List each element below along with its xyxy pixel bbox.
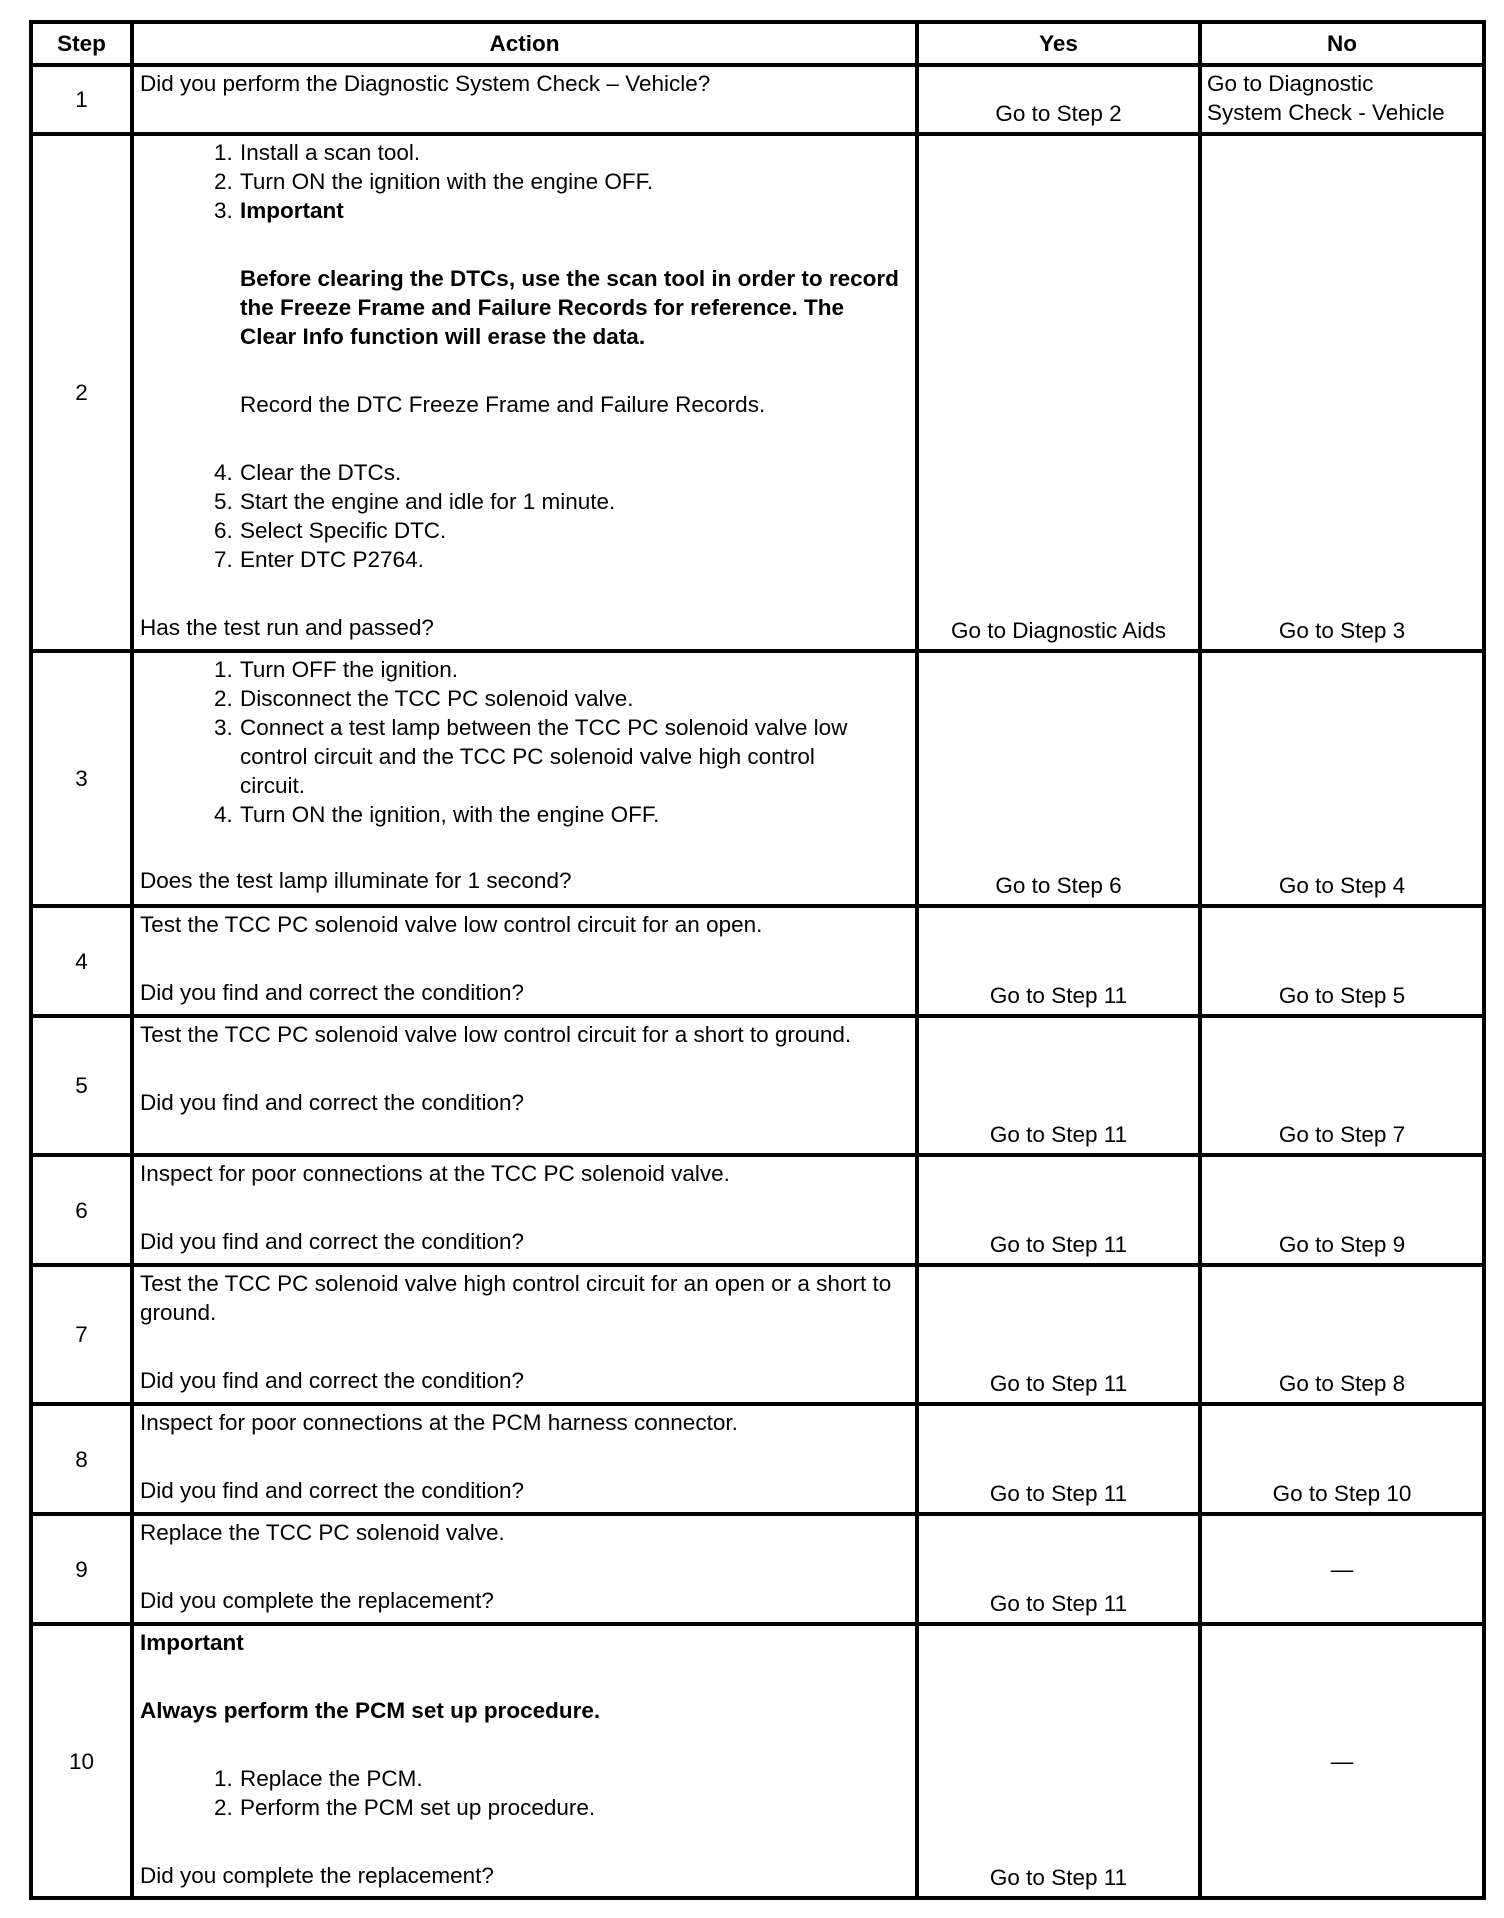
action-question: Did you perform the Diagnostic System Check – Vehicle? (140, 71, 711, 96)
action-cell (132, 65, 917, 134)
yes-cell: Go to Step 11 (917, 1404, 1200, 1514)
action-question: Did you find and correct the condition? (140, 980, 524, 1005)
action-text: Inspect for poor connections at the PCM harness connector. (140, 1410, 738, 1435)
step-number: 4 (31, 906, 132, 1016)
action-list (140, 458, 909, 574)
list-item: 4. Clear the DTCs. (214, 460, 402, 485)
table-row (31, 1514, 1484, 1624)
list-item: 3. Connect a test lamp between the TCC PC solenoid valve low control circuit and the TCC PC solenoid valve high control circuit. (214, 715, 848, 798)
action-question: Did you find and correct the condition? (140, 1229, 524, 1254)
no-cell: Go to Step 8 (1200, 1265, 1484, 1404)
step-number: 2 (31, 134, 132, 651)
table-row (31, 1624, 1484, 1898)
record-instruction: Record the DTC Freeze Frame and Failure Records. (240, 392, 766, 417)
action-cell (132, 134, 917, 651)
list-item: 3. Important (214, 198, 344, 223)
action-cell (132, 1624, 917, 1898)
no-cell: Go to Step 4 (1200, 651, 1484, 906)
action-text: Test the TCC PC solenoid valve high control circuit for an open or a short to ground. (140, 1271, 892, 1325)
table-row (31, 651, 1484, 906)
no-cell: Go to Step 3 (1200, 134, 1484, 651)
action-question: Did you find and correct the condition? (140, 1478, 524, 1503)
important-note: Always perform the PCM set up procedure. (140, 1698, 601, 1723)
list-item: 1. Install a scan tool. (214, 140, 421, 165)
important-label: Important (140, 1630, 244, 1655)
step-number: 1 (31, 65, 132, 134)
list-item: 7. Enter DTC P2764. (214, 547, 424, 572)
no-cell: Go to Step 9 (1200, 1155, 1484, 1265)
no-cell (1200, 65, 1484, 134)
table-row (31, 1404, 1484, 1514)
action-list (140, 138, 909, 225)
no-cell: — (1200, 1514, 1484, 1624)
yes-cell: Go to Step 2 (917, 65, 1200, 134)
action-text: Test the TCC PC solenoid valve low control circuit for a short to ground. (140, 1022, 852, 1047)
diagnostic-table (29, 20, 1486, 1900)
header-no: No (1200, 22, 1484, 65)
yes-cell: Go to Diagnostic Aids (917, 134, 1200, 651)
step-number: 6 (31, 1155, 132, 1265)
list-item: 2. Perform the PCM set up procedure. (214, 1795, 596, 1820)
yes-cell: Go to Step 11 (917, 906, 1200, 1016)
action-cell (132, 1404, 917, 1514)
table-row (31, 65, 1484, 134)
step-number: 10 (31, 1624, 132, 1898)
table-row (31, 134, 1484, 651)
action-list (140, 1764, 909, 1822)
action-question: Has the test run and passed? (140, 615, 434, 640)
no-cell: Go to Step 5 (1200, 906, 1484, 1016)
step-number: 5 (31, 1016, 132, 1155)
no-cell: Go to Step 7 (1200, 1016, 1484, 1155)
table-row (31, 1265, 1484, 1404)
header-row (31, 22, 1484, 65)
list-item: 4. Turn ON the ignition, with the engine OFF. (214, 802, 660, 827)
list-item: 6. Select Specific DTC. (214, 518, 447, 543)
yes-cell: Go to Step 11 (917, 1155, 1200, 1265)
list-item: 1. Turn OFF the ignition. (214, 657, 459, 682)
no-cell: Go to Step 10 (1200, 1404, 1484, 1514)
action-question: Did you find and correct the condition? (140, 1090, 524, 1115)
action-question: Did you complete the replacement? (140, 1588, 494, 1613)
diagnostic-table-sheet (29, 20, 1482, 1900)
header-step: Step (31, 22, 132, 65)
list-item: 2. Disconnect the TCC PC solenoid valve. (214, 686, 634, 711)
action-question: Did you complete the replacement? (140, 1863, 494, 1888)
step-number: 7 (31, 1265, 132, 1404)
step-number: 9 (31, 1514, 132, 1624)
table-row (31, 1016, 1484, 1155)
header-yes: Yes (917, 22, 1200, 65)
action-question: Did you find and correct the condition? (140, 1368, 524, 1393)
action-list (140, 655, 909, 829)
yes-cell: Go to Step 11 (917, 1016, 1200, 1155)
no-cell: — (1200, 1624, 1484, 1898)
step-number: 8 (31, 1404, 132, 1514)
action-cell (132, 1265, 917, 1404)
action-question: Does the test lamp illuminate for 1 second? (140, 868, 572, 893)
yes-cell: Go to Step 6 (917, 651, 1200, 906)
yes-cell: Go to Step 11 (917, 1265, 1200, 1404)
action-cell (132, 651, 917, 906)
table-row (31, 1155, 1484, 1265)
action-cell (132, 1016, 917, 1155)
action-cell (132, 906, 917, 1016)
yes-cell: Go to Step 11 (917, 1624, 1200, 1898)
action-text: Replace the TCC PC solenoid valve. (140, 1520, 505, 1545)
important-note: Before clearing the DTCs, use the scan tool in order to record the Freeze Frame and Failure Records for reference. The Clear Info function will erase the data. (240, 266, 899, 349)
step-number: 3 (31, 651, 132, 906)
list-item: 1. Replace the PCM. (214, 1766, 423, 1791)
yes-cell: Go to Step 11 (917, 1514, 1200, 1624)
header-action: Action (132, 22, 917, 65)
no-line: Go to Diagnostic (1207, 71, 1374, 96)
table-row (31, 906, 1484, 1016)
list-item: 2. Turn ON the ignition with the engine OFF. (214, 169, 654, 194)
action-cell (132, 1155, 917, 1265)
action-cell (132, 1514, 917, 1624)
no-line: System Check - Vehicle (1207, 100, 1445, 125)
list-item: 5. Start the engine and idle for 1 minute. (214, 489, 616, 514)
action-text: Inspect for poor connections at the TCC PC solenoid valve. (140, 1161, 730, 1186)
action-text: Test the TCC PC solenoid valve low control circuit for an open. (140, 912, 763, 937)
